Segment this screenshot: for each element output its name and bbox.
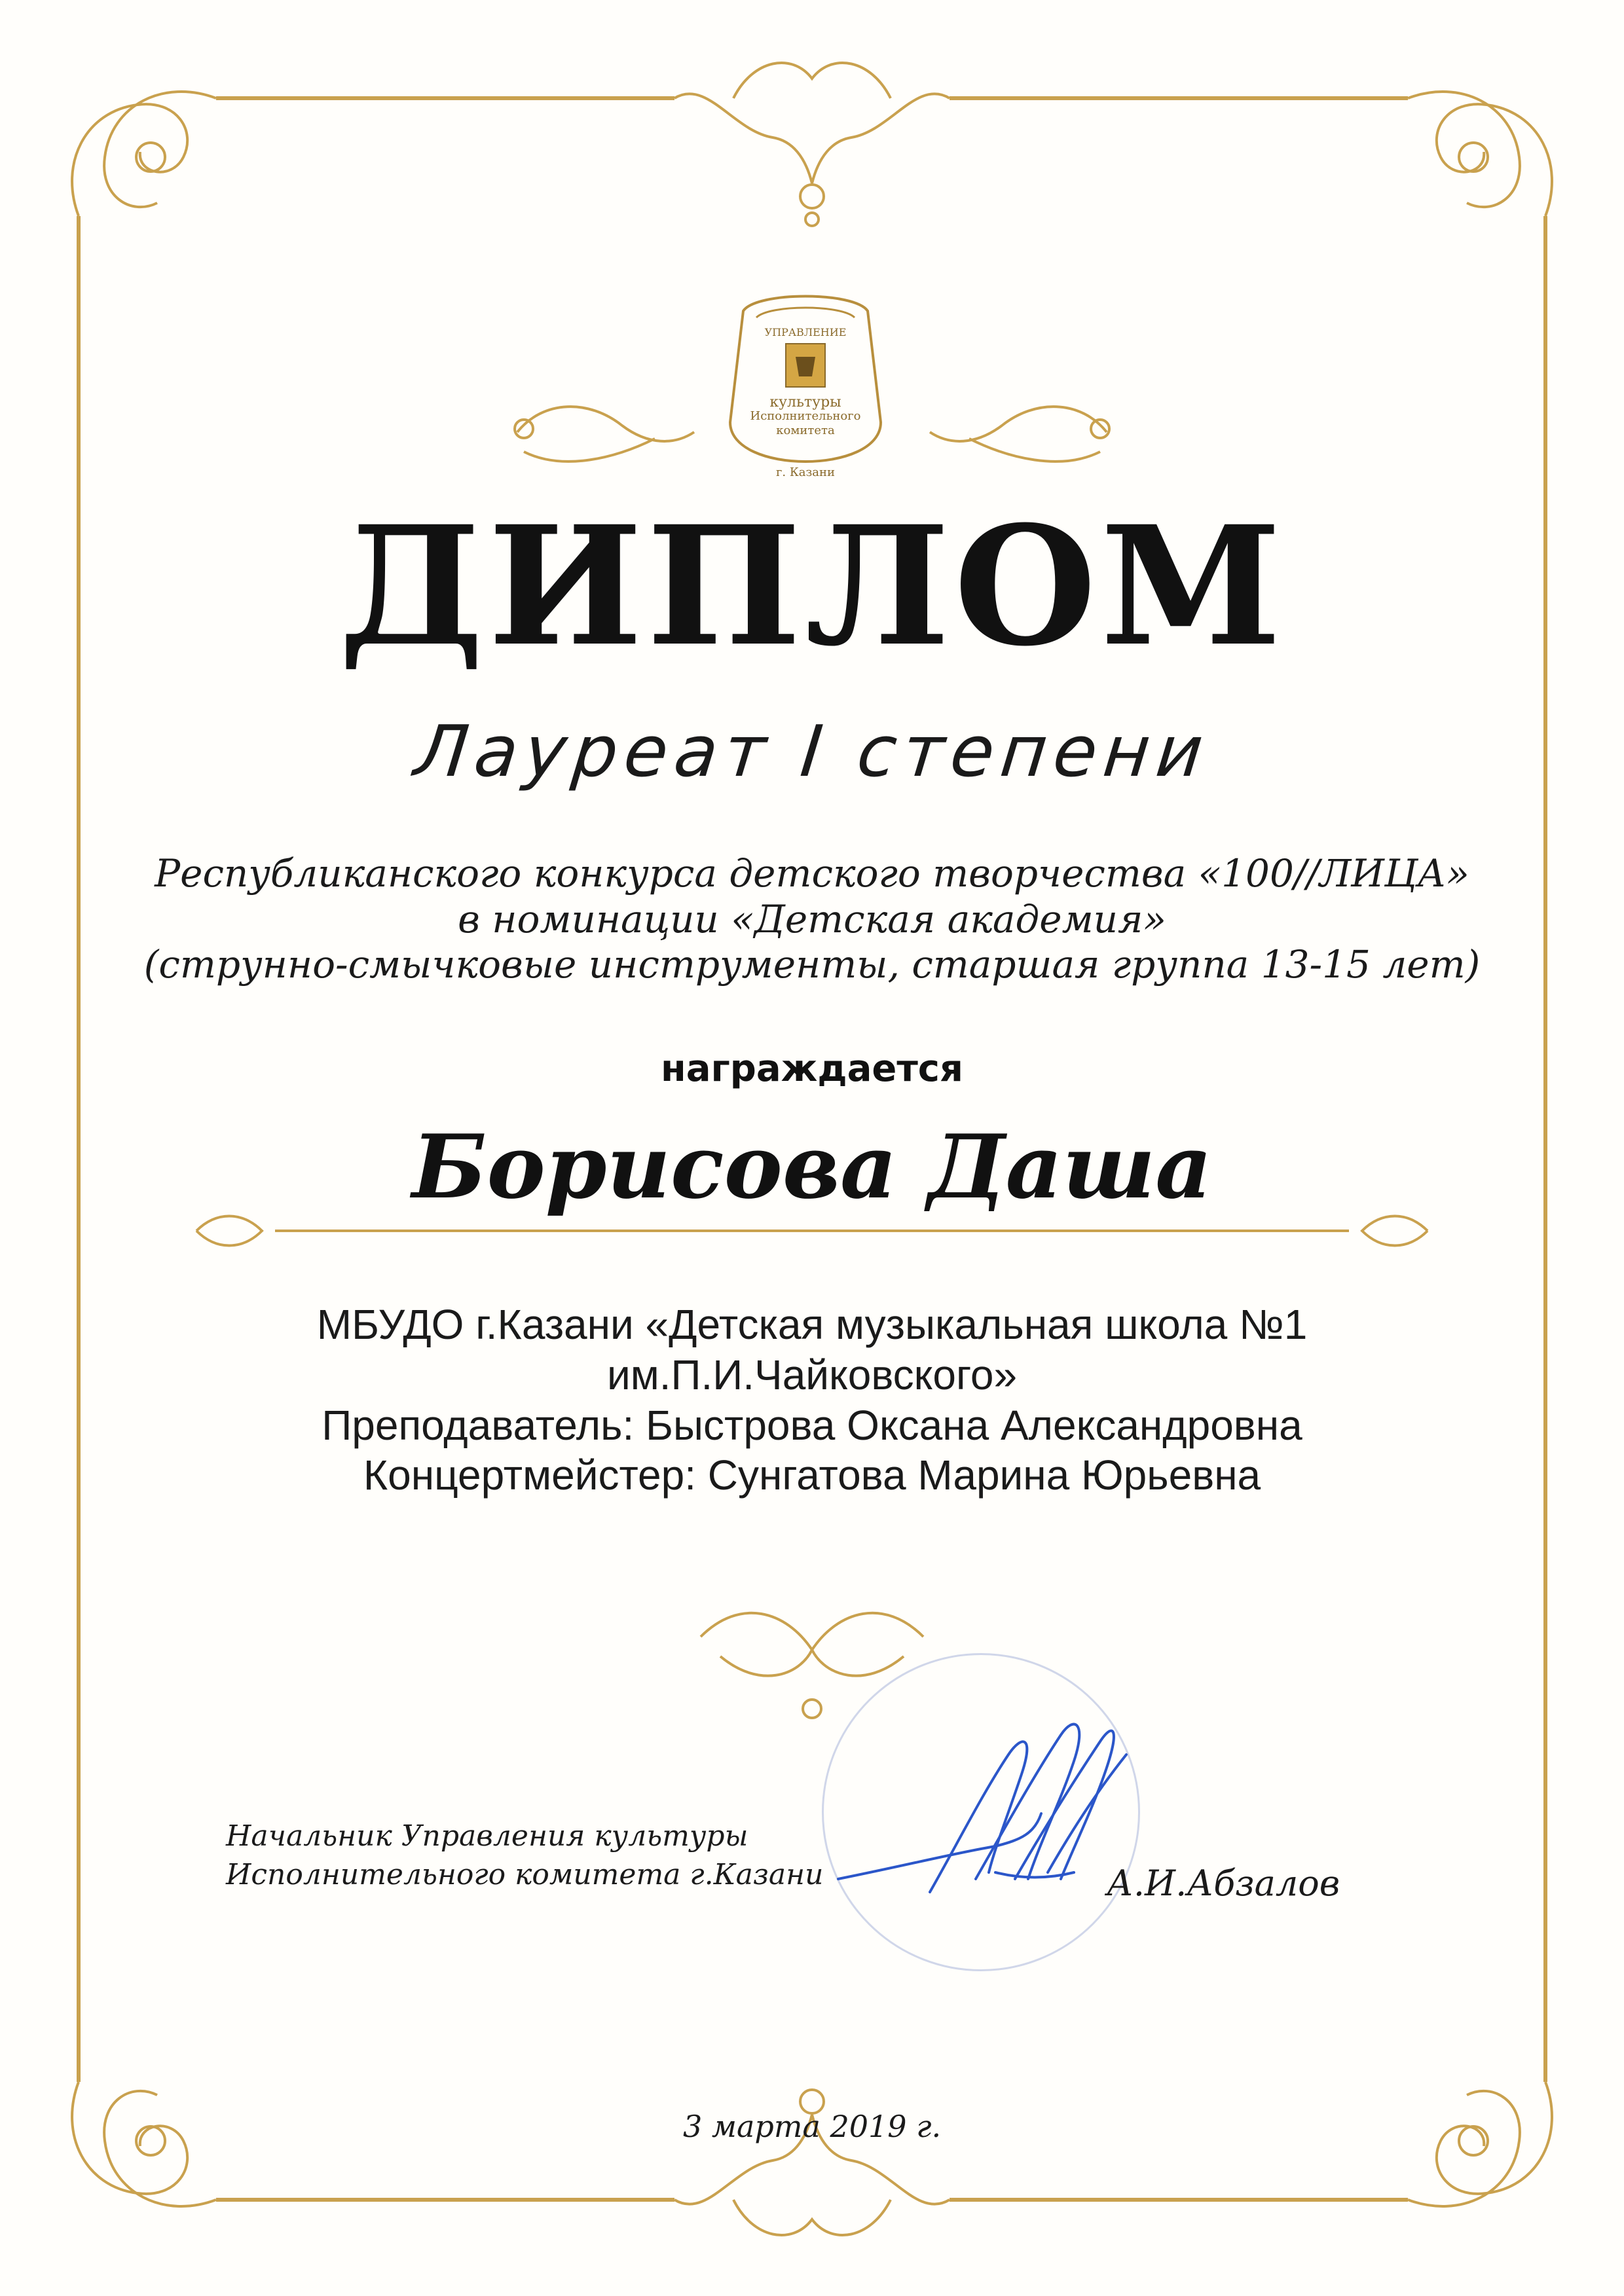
competition-line2: в номинации «Детская академия»	[458, 896, 1166, 941]
emblem-line2: Исполнительного	[750, 409, 861, 423]
school-line1: МБУДО г.Казани «Детская музыкальная школа №1	[316, 1301, 1308, 1348]
signer-title-line1: Начальник Управления культуры	[226, 1819, 748, 1853]
awarded-label: награждается	[661, 1048, 963, 1090]
emblem-bottom-text: г. Казани	[775, 465, 836, 479]
emblem-top-text: УПРАВЛЕНИЕ	[764, 326, 847, 338]
issue-date: 3 марта 2019 г.	[682, 2109, 942, 2144]
award-level: Лауреат I степени	[411, 711, 1213, 793]
school-line2: им.П.И.Чайковского»	[606, 1351, 1018, 1398]
competition-line3: (струнно-смычковые инструменты, старшая группа 13-15 лет)	[143, 942, 1481, 987]
recipient-name: Борисова Даша	[411, 1115, 1213, 1218]
competition-line1: Республиканского конкурса детского творчества «100//ЛИЦА»	[155, 851, 1469, 896]
teacher-line: Преподаватель: Быстрова Оксана Александровна	[322, 1401, 1302, 1449]
school-block	[0, 1300, 1624, 1501]
accompanist-line: Концертмейстер: Сунгатова Марина Юрьевна	[363, 1451, 1261, 1499]
diploma-title: ДИПЛОМ	[338, 490, 1286, 682]
competition-block	[0, 851, 1624, 988]
signer-title-line2: Исполнительного комитета г.Казани	[226, 1858, 824, 1892]
emblem-line1: культуры	[769, 394, 841, 410]
emblem	[717, 291, 894, 501]
emblem-line3: комитета	[776, 424, 835, 437]
signer-title	[226, 1817, 823, 1895]
signer-name: А.И.Абзалов	[1107, 1863, 1340, 1904]
